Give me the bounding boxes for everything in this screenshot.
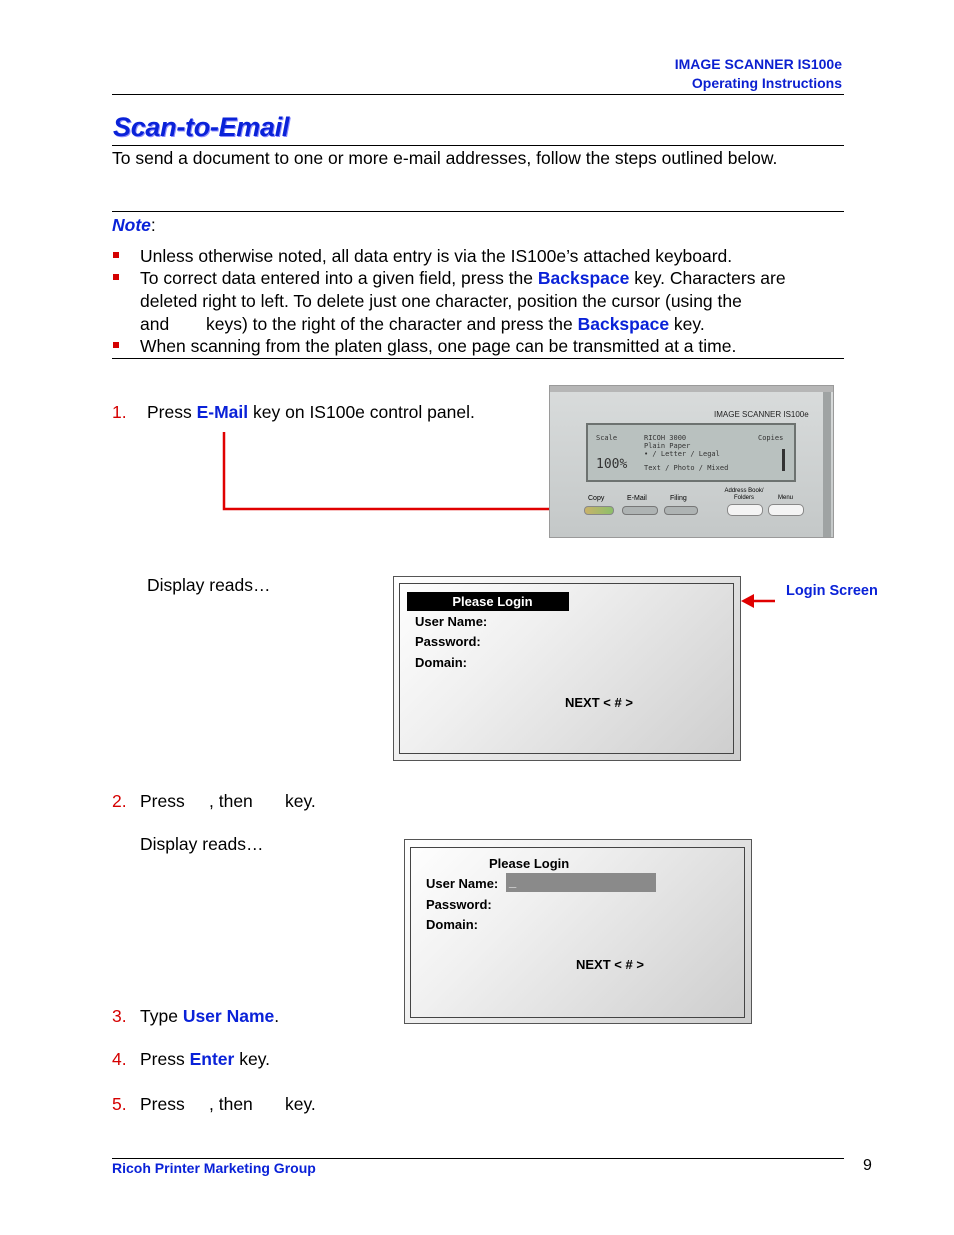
domain-label: Domain: xyxy=(426,917,478,932)
lcd-zoom: 100% xyxy=(596,457,628,472)
note-heading xyxy=(112,214,156,237)
step-4-text xyxy=(140,1048,270,1071)
panel-label-email: E-Mail xyxy=(627,495,647,502)
lcd-paper: Plain Paper xyxy=(644,442,691,450)
step-text: Press xyxy=(140,1049,190,1069)
panel-top-edge xyxy=(550,386,833,392)
footer-group: Ricoh Printer Marketing Group xyxy=(112,1160,316,1176)
user-name-label: User Name: xyxy=(426,876,499,891)
display-reads-label: Display reads… xyxy=(140,834,264,854)
panel-email-button[interactable] xyxy=(622,506,658,515)
password-label: Password: xyxy=(415,634,481,649)
step-4-number: 4. xyxy=(112,1049,127,1069)
lcd-sizes: • / Letter / Legal xyxy=(644,450,720,458)
panel-label-filing: Filing xyxy=(670,495,687,502)
panel-right-edge xyxy=(823,392,831,537)
step-5-then: , then xyxy=(209,1094,253,1114)
login-title: Please Login xyxy=(452,594,533,609)
footer-rule xyxy=(112,1158,844,1159)
bullet-icon xyxy=(113,252,119,258)
step-5-key: key. xyxy=(285,1094,316,1114)
user-name-key-label: User Name xyxy=(182,1006,275,1026)
login-title: Please Login xyxy=(489,856,570,871)
note-b2-text: key. Characters are xyxy=(629,268,786,288)
step-2-press: Press xyxy=(140,791,185,811)
login-screen-2 xyxy=(404,839,752,1024)
step-text: key on IS100e control panel. xyxy=(248,402,475,422)
panel-brand: IMAGE SCANNER IS100e xyxy=(714,410,809,419)
panel-label-address-book: Address Book/ Folders xyxy=(724,488,764,501)
panel-label-copy: Copy xyxy=(588,495,605,502)
step-1-text xyxy=(147,401,475,424)
header-rule xyxy=(112,94,844,95)
control-panel-image xyxy=(549,385,834,538)
step-3-number: 3. xyxy=(112,1006,127,1026)
step-5-press: Press xyxy=(140,1094,185,1114)
note-bullet-2-line1 xyxy=(140,267,786,290)
panel-filing-button[interactable] xyxy=(664,506,698,515)
note-bottom-rule xyxy=(112,358,844,359)
domain-label: Domain: xyxy=(415,655,467,670)
panel-label-menu: Menu xyxy=(778,495,794,501)
lcd-model: RICOH 3000 xyxy=(644,434,687,442)
next-prompt: NEXT < # > xyxy=(576,957,644,972)
panel-copy-button[interactable] xyxy=(584,506,614,515)
bullet-icon xyxy=(113,342,119,348)
step-text: key. xyxy=(234,1049,271,1069)
display-reads-label: Display reads… xyxy=(147,575,271,595)
login-title-bar xyxy=(407,592,569,611)
lcd-scrollbar xyxy=(782,449,785,471)
email-key-label: E-Mail xyxy=(196,402,249,422)
backspace-key-label: Backspace xyxy=(577,314,670,334)
note-top-rule xyxy=(112,211,844,212)
intro-text: To send a document to one or more e-mail addresses, follow the steps outlined below. xyxy=(112,148,778,168)
note-bullet-2-line2: deleted right to left. To delete just one character, position the cursor (using the xyxy=(140,291,742,311)
doc-header-subtitle: Operating Instructions xyxy=(691,75,842,91)
note-b2-text: To correct data entered into a given field, press the xyxy=(140,268,538,288)
user-name-input[interactable]: _ xyxy=(506,873,656,892)
step-5-number: 5. xyxy=(112,1094,127,1114)
step-2-number: 2. xyxy=(112,791,127,811)
step-1-number: 1. xyxy=(112,402,127,422)
note-bullet-2-line3 xyxy=(206,313,705,336)
doc-header-title: IMAGE SCANNER IS100e xyxy=(674,56,842,72)
step-3-text xyxy=(140,1005,279,1028)
note-bullet-3: When scanning from the platen glass, one page can be transmitted at a time. xyxy=(140,336,737,356)
lcd-copies: Copies xyxy=(758,434,784,442)
panel-address-book-button[interactable] xyxy=(727,504,763,516)
panel-menu-button[interactable] xyxy=(768,504,804,516)
lcd-mode: Text / Photo / Mixed xyxy=(644,464,729,472)
next-prompt: NEXT < # > xyxy=(565,695,633,710)
backspace-key-label: Backspace xyxy=(537,268,630,288)
step-2-key: key. xyxy=(285,791,316,811)
note-bullet-1: Unless otherwise noted, all data entry is via the IS100e’s attached keyboard. xyxy=(140,246,733,266)
step-text: Type xyxy=(140,1006,183,1026)
page-title: Scan-to-Email xyxy=(113,112,290,142)
enter-key-label: Enter xyxy=(189,1049,235,1069)
login-screen-callout: Login Screen xyxy=(786,583,878,599)
step-text: Press xyxy=(147,402,197,422)
note-b2-text: keys) to the right of the character and press the xyxy=(206,314,578,334)
panel-lcd xyxy=(586,423,796,482)
title-rule xyxy=(112,145,844,146)
note-b2-text: key. xyxy=(669,314,705,334)
callout-arrow-icon xyxy=(740,591,780,611)
step-2-then: , then xyxy=(209,791,253,811)
password-label: Password: xyxy=(426,897,492,912)
note-colon: : xyxy=(150,215,156,235)
user-name-label: User Name: xyxy=(415,614,488,629)
note-label: Note xyxy=(112,215,151,235)
note-and-word: and xyxy=(140,314,170,334)
bullet-icon xyxy=(113,274,119,280)
page-number: 9 xyxy=(863,1157,872,1174)
login-screen-1 xyxy=(393,576,741,761)
step-text: . xyxy=(274,1006,280,1026)
lcd-scale: Scale xyxy=(596,434,618,442)
